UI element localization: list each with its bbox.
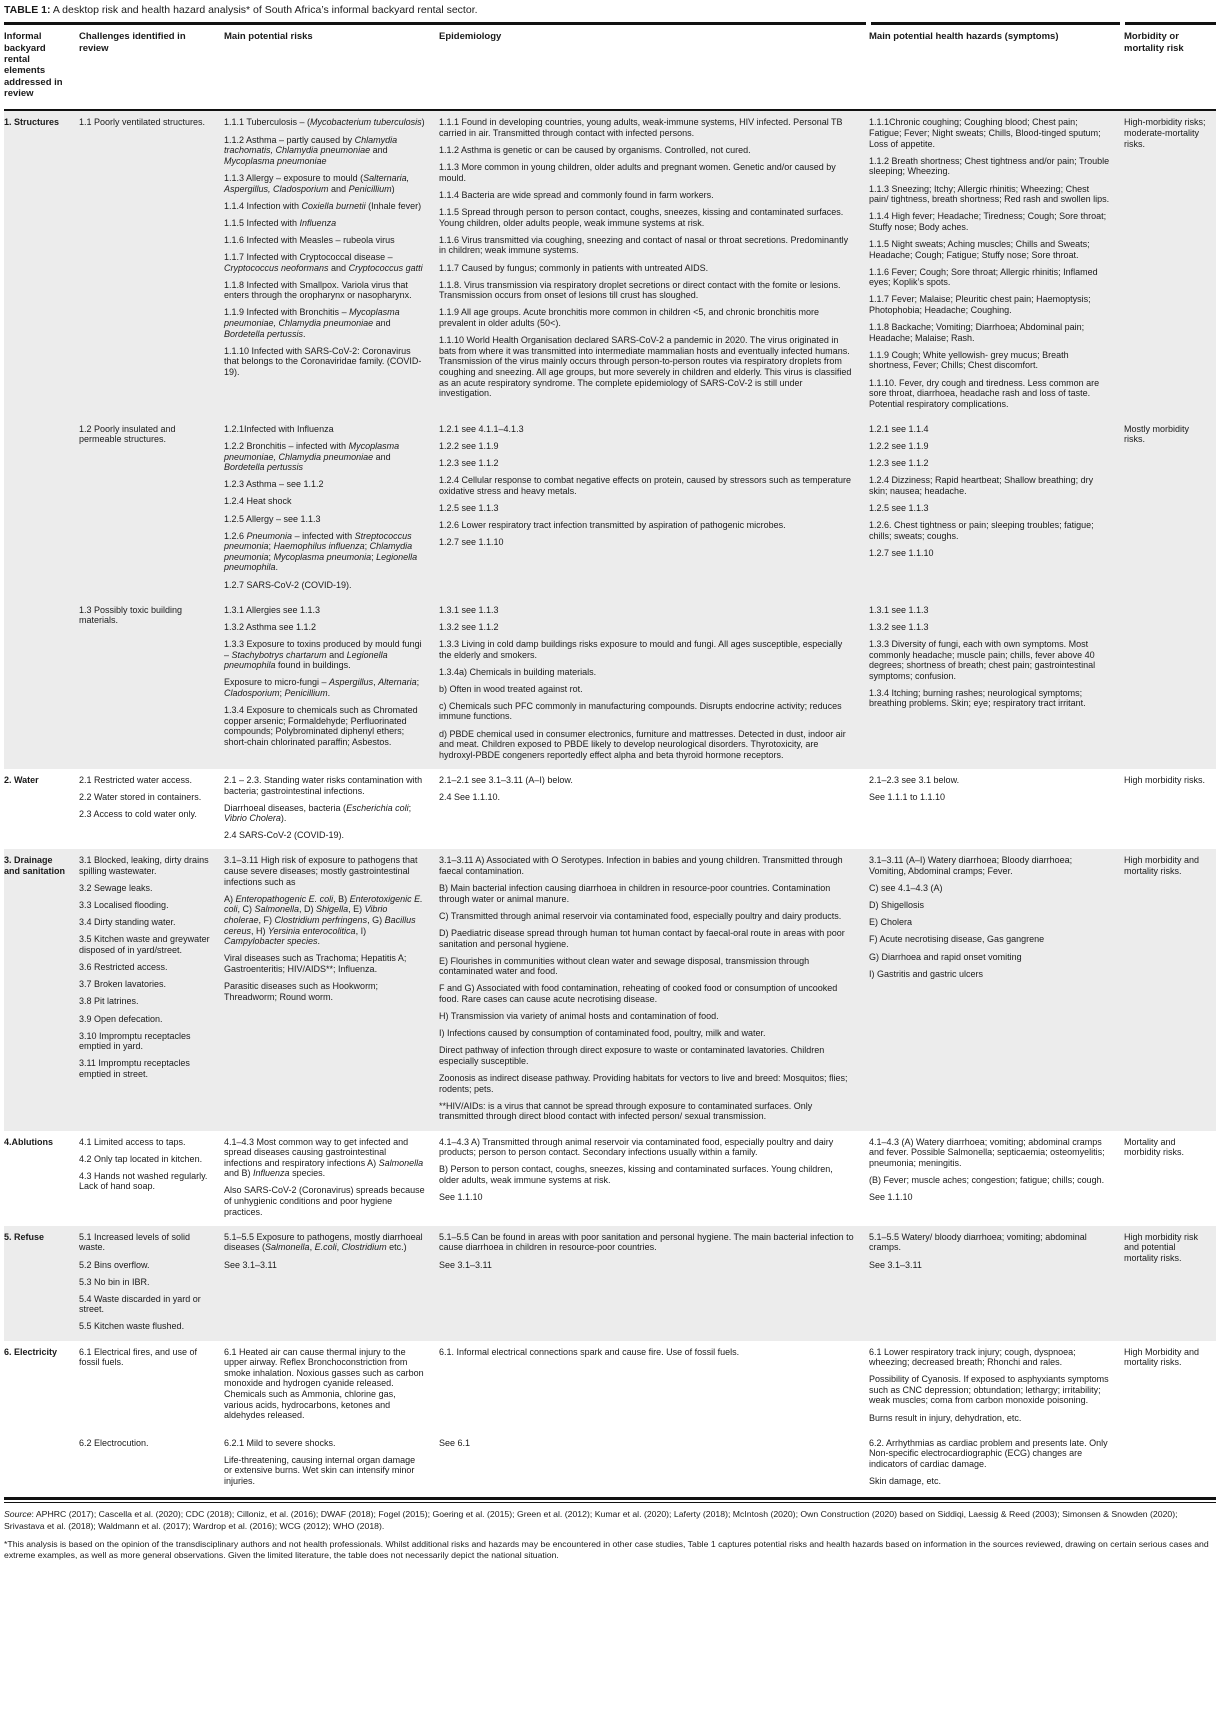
cell-paragraph: 5.3 No bin in IBR.	[79, 1276, 150, 1287]
cell-paragraph: 5.4 Waste discarded in yard or street.	[79, 1293, 201, 1315]
cell-paragraph: D) Paediatric disease spread through human tot human contact by faecal-oral route in areas with poor sanitation and personal hygiene.	[439, 927, 845, 949]
top-rule	[4, 22, 1216, 25]
cell-paragraph: d) PBDE chemical used in consumer electronics, furniture and mattresses. Detected in dust, indoor air and meat. Children exposed to PBDE likely to develop neurological disorders. Thyrotoxicity, are hydroxyl-PBDE congeners reportedly effect alpha and beta thyroid hormone receptors.	[439, 728, 846, 760]
table-row	[4, 849, 1216, 1130]
cell-paragraph: 4.1–4.3 A) Transmitted through animal reservoir via contaminated food, especially poultry and dairy products; person to person contact. Secondary infections usually within a family.	[439, 1136, 834, 1158]
element-cell: 5. Refuse	[4, 1231, 45, 1242]
hazards-cell	[869, 1341, 1124, 1432]
cell-paragraph: 1.1 Poorly ventilated structures.	[79, 117, 206, 128]
cell-paragraph: See 1.1.10	[439, 1191, 483, 1202]
risks-cell	[224, 1341, 439, 1432]
morbidity-cell	[1124, 418, 1216, 599]
epidemiology-cell	[439, 418, 869, 599]
cell-paragraph: 1.2.3 Asthma – see 1.1.2	[224, 479, 324, 490]
cell-paragraph: (B) Fever; muscle aches; congestion; fatigue; chills; cough.	[869, 1174, 1105, 1185]
cell-paragraph: 1.1.4 Infection with Coxiella burnetii (Inhale fever)	[224, 200, 422, 211]
morbidity-cell	[1124, 1131, 1216, 1226]
cell-paragraph: 1.3.4 Exposure to chemicals such as Chromated copper arsenic; Formaldehyde; Perfluorinated compounds; Polybrominated diphenyl ethers; short-chain chlorinated paraffin; Asbestos.	[224, 704, 418, 747]
table-footer	[4, 1509, 1216, 1562]
cell-paragraph: 1.1.3 Sneezing; Itchy; Allergic rhinitis; Wheezing; Chest pain/ tightness, breath shortness; Red rash and swollen lips.	[869, 183, 1110, 205]
element-cell: 3. Drainage and sanitation	[4, 855, 66, 877]
cell-paragraph: Mortality and morbidity risks.	[1124, 1136, 1185, 1158]
subrows	[79, 1226, 1216, 1341]
cell-paragraph: 1.2.2 Bronchitis – infected with Mycoplasma pneumoniae, Chlamydia pneumoniae and Bordetella pertussis	[224, 440, 400, 473]
epidemiology-cell	[439, 1131, 869, 1226]
challenges-cell	[79, 1432, 224, 1495]
morbidity-cell	[1124, 1226, 1216, 1341]
cell-paragraph: 2.4 SARS-CoV-2 (COVID-19).	[224, 830, 345, 841]
cell-paragraph: A) Enteropathogenic E. coli, B) Enterotoxigenic E. coli, C) Salmonella, D) Shigella, E) Vibrio cholerae, F) Clostridium perfringens, G) Bacillus cereus, H) Yersinia enterocolitica, I) Campylobacter species.	[224, 893, 423, 947]
cell-paragraph: 1.2.5 Allergy – see 1.1.3	[224, 513, 321, 524]
cell-paragraph: 1.3.1 see 1.1.3	[439, 604, 499, 615]
cell-paragraph: See 1.1.10	[869, 1191, 913, 1202]
cell-paragraph: 1.2 Poorly insulated and permeable structures.	[79, 423, 176, 445]
subrows	[79, 1341, 1216, 1496]
cell-paragraph: 1.1.5 Infected with Influenza	[224, 217, 337, 228]
cell-paragraph: 1.2.6 Lower respiratory tract infection transmitted by aspiration of pathogenic microbes.	[439, 520, 786, 531]
cell-paragraph: 3.5 Kitchen waste and greywater disposed of in yard/street.	[79, 934, 210, 956]
cell-paragraph: 1.3.4a) Chemicals in building materials.	[439, 666, 597, 677]
cell-paragraph: 5.5 Kitchen waste flushed.	[79, 1321, 185, 1332]
morbidity-cell	[1124, 111, 1216, 417]
risks-cell	[224, 599, 439, 769]
challenges-cell	[79, 111, 224, 417]
risks-cell	[224, 418, 439, 599]
cell-paragraph: 2.1–2.3 see 3.1 below.	[869, 774, 960, 785]
table-header-row	[4, 25, 1216, 109]
cell-paragraph: E) Cholera	[869, 917, 913, 928]
cell-paragraph: 1.1.10 World Health Organisation declared SARS-CoV-2 a pandemic in 2020. The virus originated in bats from where it was transmitted into intermediate mammalian hosts and eventually infected humans. Transmission of the virus mainly occurs through person-to-person routes via respiratory droplets from coughing and sneezing. All age groups, but more severely in children and elderly. This virus is classified as an acute respiratory syndrome. The complete epidemiology of SARS-CoV-2 is still under investigation.	[439, 335, 852, 399]
table-subrow	[79, 1432, 1216, 1495]
cell-paragraph: 6.1 Lower respiratory track injury; cough, dyspnoea; wheezing; decreased breath; Rhonchi and rales.	[869, 1346, 1076, 1368]
cell-paragraph: Diarrhoeal diseases, bacteria (Escherichia coli; Vibrio Cholera).	[224, 802, 412, 824]
cell-paragraph: 3.4 Dirty standing water.	[79, 917, 176, 928]
cell-paragraph: 6.1. Informal electrical connections spark and cause fire. Use of fossil fuels.	[439, 1346, 740, 1357]
cell-paragraph: 3.10 Impromptu receptacles emptied in yard.	[79, 1030, 191, 1052]
cell-paragraph: 4.3 Hands not washed regularly. Lack of hand soap.	[79, 1170, 208, 1192]
epidemiology-cell	[439, 1226, 869, 1341]
table-subrow	[79, 418, 1216, 599]
epidemiology-cell	[439, 1341, 869, 1432]
cell-paragraph: 1.1.1Chronic coughing; Coughing blood; Chest pain; Fatigue; Fever; Night sweats; Chills, Blood-tinged sputum; Loss of appetite.	[869, 117, 1101, 149]
column-header-elements: Informal backyard rental elements addressed in review	[4, 31, 63, 100]
cell-paragraph: 5.1–5.5 Watery/ bloody diarrhoea; vomiting; abdominal cramps.	[869, 1231, 1087, 1253]
cell-paragraph: 1.3.3 Living in cold damp buildings risks exposure to mould and fungi. All ages susceptible, especially the elderly and smokers.	[439, 638, 843, 660]
table-row	[4, 111, 1216, 768]
table-subrow	[79, 599, 1216, 769]
cell-paragraph: 4.1 Limited access to taps.	[79, 1136, 186, 1147]
cell-paragraph: High Morbidity and mortality risks.	[1124, 1346, 1200, 1368]
hazards-cell	[869, 599, 1124, 769]
cell-paragraph: 5.1–5.5 Exposure to pathogens, mostly diarrhoeal diseases (Salmonella, E.coli, Clostridium etc.)	[224, 1231, 423, 1253]
table-subrow	[79, 769, 1216, 850]
cell-paragraph: 1.2.5 see 1.1.3	[439, 502, 499, 513]
bottom-rule-2	[4, 1502, 1216, 1504]
cell-paragraph: 1.1.6 Fever; Cough; Sore throat; Allergic rhinitis; Inflamed eyes; Koplik’s spots.	[869, 266, 1098, 288]
cell-paragraph: **HIV/AIDs: is a virus that cannot be spread through exposure to contaminated surfaces. Only transmitted through direct blood contact with infected person/ sexual transmission.	[439, 1100, 813, 1122]
cell-paragraph: 1.2.7 see 1.1.10	[439, 537, 504, 548]
cell-paragraph: Exposure to micro-fungi – Aspergillus, Alternaria; Cladosporium; Penicillium.	[224, 677, 420, 698]
cell-paragraph: 1.2.6 Pneumonia – infected with Streptococcus pneumonia; Haemophilus influenza; Chlamydia pneumonia; Mycoplasma pneumonia; Legionella pneumophila.	[224, 530, 418, 573]
cell-paragraph: 1.1.3 More common in young children, older adults and pregnant women. Genetic and/or caused by mould.	[439, 162, 836, 183]
cell-paragraph: See 3.1–3.11	[439, 1259, 492, 1270]
bottom-rules	[4, 1497, 1216, 1503]
table-row	[4, 1131, 1216, 1226]
cell-paragraph: 4.2 Only tap located in kitchen.	[79, 1153, 203, 1164]
morbidity-cell	[1124, 599, 1216, 769]
cell-paragraph: C) Transmitted through animal reservoir via contaminated food, especially poultry and dairy products.	[439, 910, 842, 921]
cell-paragraph: 1.2.2 see 1.1.9	[439, 440, 499, 451]
cell-paragraph: 1.1.4 Bacteria are wide spread and commonly found in farm workers.	[439, 190, 714, 201]
hazards-cell	[869, 418, 1124, 599]
cell-paragraph: 1.1.7 Fever; Malaise; Pleuritic chest pain; Haemoptysis; Photophobia; Headache; Coughing.	[869, 294, 1091, 315]
cell-paragraph: 2.1–2.1 see 3.1–3.11 (A–I) below.	[439, 774, 573, 785]
risks-cell	[224, 1131, 439, 1226]
cell-paragraph: High morbidity risk and potential mortality risks.	[1124, 1231, 1199, 1263]
rule-gap	[1120, 22, 1125, 25]
cell-paragraph: 1.1.8 Infected with Smallpox. Variola virus that enters through the oropharynx or nasopharynx.	[224, 279, 412, 301]
morbidity-cell	[1124, 849, 1216, 1130]
hazards-cell	[869, 1432, 1124, 1495]
cell-paragraph: 3.9 Open defecation.	[79, 1013, 163, 1024]
cell-paragraph: Parasitic diseases such as Hookworm; Threadworm; Round worm.	[224, 981, 379, 1002]
table-subrow	[79, 1341, 1216, 1432]
cell-paragraph: 5.1–5.5 Can be found in areas with poor sanitation and personal hygiene. The main bacterial infection to cause diarrhoea in children in resource-poor countries.	[439, 1231, 854, 1253]
cell-paragraph: 1.1.8 Backache; Vomiting; Diarrhoea; Abdominal pain; Headache; Malaise; Rash.	[869, 322, 1085, 343]
cell-paragraph: G) Diarrhoea and rapid onset vomiting	[869, 951, 1022, 962]
cell-paragraph: 5.1 Increased levels of solid waste.	[79, 1231, 191, 1253]
cell-paragraph: High morbidity risks.	[1124, 774, 1206, 785]
cell-paragraph: 1.3.1 Allergies see 1.1.3	[224, 604, 321, 615]
cell-paragraph: c) Chemicals such PFC commonly in manufacturing compounds. Disrupts endocrine activity; reduces immune functions.	[439, 700, 842, 722]
challenges-cell	[79, 849, 224, 1130]
cell-paragraph: 1.1.10 Infected with SARS-CoV-2: Coronavirus that belongs to the Coronaviridae family. (COVID-19).	[224, 345, 422, 377]
cell-paragraph: F) Acute necrotising disease, Gas gangrene	[869, 934, 1045, 945]
cell-paragraph: 1.1.7 Infected with Cryptococcal disease – Cryptococcus neoformans and Cryptococcus gatti	[224, 251, 423, 273]
cell-paragraph: 3.6 Restricted access.	[79, 962, 168, 973]
challenges-cell	[79, 1341, 224, 1432]
cell-paragraph: Direct pathway of infection through direct exposure to waste or contaminated lavatories. Children especially susceptible.	[439, 1045, 825, 1066]
cell-paragraph: 1.1.10. Fever, dry cough and tiredness. Less common are sore throat, diarrhoea, headache rash and loss of taste. Potential respiratory complications.	[869, 377, 1100, 409]
challenges-cell	[79, 1131, 224, 1226]
cell-paragraph: H) Transmission via variety of animal hosts and contamination of food.	[439, 1011, 719, 1022]
epidemiology-cell	[439, 599, 869, 769]
challenges-cell	[79, 599, 224, 769]
cell-paragraph: 1.1.5 Night sweats; Aching muscles; Chills and Sweats; Headache; Cough; Fatigue; Stuffy nose; Sore throat.	[869, 238, 1090, 260]
epidemiology-cell	[439, 111, 869, 417]
table-subrow	[79, 1131, 1216, 1226]
cell-paragraph: 6.2.1 Mild to severe shocks.	[224, 1437, 336, 1448]
table-title	[4, 2, 1216, 22]
cell-paragraph: 3.1–3.11 A) Associated with O Serotypes. Infection in babies and young children. Transmitted through faecal contamination.	[439, 855, 843, 877]
subrows	[79, 111, 1216, 768]
risks-cell	[224, 1432, 439, 1495]
cell-paragraph: 1.1.1 Tuberculosis – (Mycobacterium tuberculosis)	[224, 117, 425, 128]
cell-paragraph: Skin damage, etc.	[869, 1476, 942, 1487]
table-row	[4, 769, 1216, 850]
cell-paragraph: C) see 4.1–4.3 (A)	[869, 883, 943, 894]
challenges-cell	[79, 1226, 224, 1341]
source-label: Source	[4, 1509, 32, 1520]
cell-paragraph: I) Gastritis and gastric ulcers	[869, 968, 984, 979]
cell-paragraph: 1.1.9 Cough; White yellowish- grey mucus; Breath shortness, Fever; Chills; Chest discomfort.	[869, 349, 1069, 371]
column-header-epidemiology: Epidemiology	[439, 31, 502, 43]
cell-paragraph: 1.3.2 Asthma see 1.1.2	[224, 621, 317, 632]
table-subrow	[79, 849, 1216, 1130]
epidemiology-cell	[439, 769, 869, 850]
table-title-label: TABLE 1:	[4, 4, 51, 16]
cell-paragraph: See 3.1–3.11	[869, 1259, 922, 1270]
cell-paragraph: 2.1 Restricted water access.	[79, 774, 193, 785]
morbidity-cell	[1124, 1341, 1216, 1432]
column-header-morbidity: Morbidity or mortality risk	[1124, 31, 1184, 54]
epidemiology-cell	[439, 1432, 869, 1495]
cell-paragraph: 1.1.1 Found in developing countries, young adults, weak-immune systems, HIV infected. Personal TB carried in air. Transmitted through contact with infected persons.	[439, 117, 843, 139]
cell-paragraph: 1.2.1 see 1.1.4	[869, 423, 929, 434]
cell-paragraph: High-morbidity risks; moderate-mortality risks.	[1124, 117, 1206, 149]
cell-paragraph: 2.4 See 1.1.10.	[439, 792, 501, 802]
cell-paragraph: 1.2.7 SARS-CoV-2 (COVID-19).	[224, 579, 352, 590]
subrows	[79, 849, 1216, 1130]
cell-paragraph: 1.2.4 Dizziness; Rapid heartbeat; Shallow breathing; dry skin; nausea; headache.	[869, 475, 1094, 496]
hazards-cell	[869, 111, 1124, 417]
morbidity-cell	[1124, 1432, 1216, 1495]
cell-paragraph: 1.1.2 Asthma is genetic or can be caused by organisms. Controlled, not cured.	[439, 145, 751, 156]
cell-paragraph: 2.3 Access to cold water only.	[79, 809, 197, 820]
cell-paragraph: 6.2 Electrocution.	[79, 1437, 149, 1448]
table-row	[4, 1341, 1216, 1496]
cell-paragraph: 1.3.4 Itching; burning rashes; neurological symptoms; breathing problems. Skin; eye; respiratory tract irritant.	[869, 687, 1086, 709]
cell-paragraph: 1.2.3 see 1.1.2	[439, 458, 499, 469]
cell-paragraph: 1.1.9 All age groups. Acute bronchitis more common in children <5, and chronic bronchitis more prevalent in older adults (50<).	[439, 307, 819, 328]
cell-paragraph: 1.3.2 see 1.1.2	[439, 621, 499, 632]
challenges-cell	[79, 769, 224, 850]
cell-paragraph: 2.1 – 2.3. Standing water risks contamination with bacteria; gastrointestinal infections.	[224, 774, 423, 796]
cell-paragraph: Zoonosis as indirect disease pathway. Providing habitats for vectors to live and breed: Mosquitos; flies; rodents; pets.	[439, 1073, 848, 1094]
subrows	[79, 1131, 1216, 1226]
source-note	[4, 1509, 1216, 1532]
cell-paragraph: E) Flourishes in communities without clean water and sewage disposal, transmission through contaminated water and food.	[439, 955, 810, 977]
cell-paragraph: 6.1 Heated air can cause thermal injury to the upper airway. Reflex Bronchoconstriction from smoke inhalation. Noxious gasses such as carbon monoxide and hydrogen cyanide released. Chemicals such as Ammonia, chlorine gas, various acids, hydrocarbons, ketones and aldehydes released.	[224, 1346, 424, 1421]
cell-paragraph: 1.2.6. Chest tightness or pain; sleeping troubles; fatigue; chills; sweats; coughs.	[869, 520, 1094, 541]
cell-paragraph: 1.2.7 see 1.1.10	[869, 547, 934, 558]
challenges-cell	[79, 418, 224, 599]
cell-paragraph: 3.7 Broken lavatories.	[79, 979, 167, 990]
cell-paragraph: F and G) Associated with food contamination, reheating of cooked food or consumption of uncooked food. Rare cases can cause acute necrotising disease.	[439, 983, 838, 1005]
column-header-hazards: Main potential health hazards (symptoms)	[869, 31, 1059, 43]
cell-paragraph: 6.2. Arrhythmias as cardiac problem and presents late. Only Non-specific electrocardiographic (ECG) changes are indicators of cardiac damage.	[869, 1437, 1108, 1469]
cell-paragraph: I) Infections caused by consumption of contaminated food, poultry, milk and water.	[439, 1028, 766, 1039]
cell-paragraph: 1.1.5 Spread through person to person contact, coughs, sneezes, kissing and contaminated surfaces. Young children, older adults people, weak immune systems at risk.	[439, 207, 844, 228]
cell-paragraph: b) Often in wood treated against rot.	[439, 683, 583, 694]
hazards-cell	[869, 769, 1124, 850]
column-header-challenges: Challenges identified in review	[79, 31, 186, 54]
bottom-rule-1	[4, 1497, 1216, 1500]
cell-paragraph: 1.2.4 Cellular response to combat negative effects on protein, caused by stressors such as temperature oxidative stress and heavy metals.	[439, 475, 852, 496]
risks-cell	[224, 111, 439, 417]
cell-paragraph: High morbidity and mortality risks.	[1124, 855, 1200, 877]
column-header-risks: Main potential risks	[224, 31, 313, 43]
cell-paragraph: 1.3.3 Exposure to toxins produced by mould fungi – Stachybotrys chartarum and Legionella pneumophila found in buildings.	[224, 638, 422, 671]
cell-paragraph: 1.1.2 Breath shortness; Chest tightness and/or pain; Trouble sleeping; Wheezing.	[869, 155, 1110, 177]
cell-paragraph: B) Person to person contact, coughs, sneezes, kissing and contaminated surfaces. Young children, older adults, weak immune systems at risk.	[439, 1164, 833, 1185]
cell-paragraph: 6.1 Electrical fires, and use of fossil fuels.	[79, 1346, 198, 1368]
cell-paragraph: See 3.1–3.11	[224, 1259, 277, 1270]
cell-paragraph: 1.1.6 Infected with Measles – rubeola virus	[224, 234, 395, 245]
table-subrow	[79, 1226, 1216, 1341]
cell-paragraph: See 1.1.1 to 1.1.10	[869, 792, 946, 802]
cell-paragraph: 1.1.7 Caused by fungus; commonly in patients with untreated AIDS.	[439, 262, 709, 273]
table-row	[4, 1226, 1216, 1341]
cell-paragraph: Also SARS-CoV-2 (Coronavirus) spreads because of unhygienic conditions and poor hygiene practices.	[224, 1185, 425, 1217]
table-title-text: A desktop risk and health hazard analysis* of South Africa’s informal backyard rental sector.	[50, 4, 478, 16]
cell-paragraph: Life-threatening, causing internal organ damage or extensive burns. Wet skin can intensify minor injuries.	[224, 1454, 416, 1487]
cell-paragraph: 3.1–3.11 (A–I) Watery diarrhoea; Bloody diarrhoea; Vomiting, Abdominal cramps; Fever.	[869, 855, 1073, 877]
cell-paragraph: 4.1–4.3 (A) Watery diarrhoea; vomiting; abdominal cramps and fever. Possible Salmonella; septicaemia; osteomyelitis; pneumonia; meningitis.	[869, 1136, 1105, 1168]
cell-paragraph: 1.1.9 Infected with Bronchitis – Mycoplasma pneumoniae, Chlamydia pneumoniae and Bordetella pertussis.	[224, 307, 400, 339]
element-cell: 4.Ablutions	[4, 1136, 53, 1147]
cell-paragraph: 1.3.1 see 1.1.3	[869, 604, 929, 615]
element-cell: 2. Water	[4, 774, 39, 785]
risks-cell	[224, 849, 439, 1130]
cell-paragraph: 3.11 Impromptu receptacles emptied in street.	[79, 1058, 190, 1079]
epidemiology-cell	[439, 849, 869, 1130]
cell-paragraph: 3.1–3.11 High risk of exposure to pathogens that cause severe diseases; mostly gastrointestinal infections such as	[224, 855, 418, 887]
cell-paragraph: 1.1.3 Allergy – exposure to mould (Salternaria, Aspergillus, Cladosporium and Penicillium)	[224, 172, 410, 194]
cell-paragraph: 3.3 Localised flooding.	[79, 900, 169, 911]
cell-paragraph: 5.2 Bins overflow.	[79, 1259, 150, 1270]
cell-paragraph: 2.2 Water stored in containers.	[79, 792, 202, 802]
cell-paragraph: 1.2.3 see 1.1.2	[869, 458, 929, 469]
cell-paragraph: 1.3.3 Diversity of fungi, each with own symptoms. Most commonly headache; muscle pain; chills, fever above 40 degrees; shortness of breath; chest pain; gastrointestinal symptoms; confusion.	[869, 638, 1096, 681]
cell-paragraph: 3.1 Blocked, leaking, dirty drains spilling wastewater.	[79, 855, 209, 877]
cell-paragraph: 1.2.2 see 1.1.9	[869, 440, 929, 451]
risks-cell	[224, 769, 439, 850]
table-body	[4, 111, 1216, 1495]
cell-paragraph: Burns result in injury, dehydration, etc.	[869, 1412, 1022, 1423]
source-text: : APHRC (2017); Cascella et al. (2020); CDC (2018); Cilloniz, et al. (2016); DWAF (2018); Fogel (2015); Goering et al. (2015); Green et al. (2012); Kumar et al. (2020); Laferty (2018); McIntosh (2020); Own Construction (2020) based on Siddiqi, Laessig & Reed (2003); Simonsen & Snowden (2020); Srivastava et al. (2018); Waldmann et al. (2017); Wardrop et al. (2016); WCG (2012); WHO (2018).	[4, 1509, 1178, 1531]
cell-paragraph: 3.2 Sewage leaks.	[79, 883, 153, 894]
risks-cell	[224, 1226, 439, 1341]
hazards-cell	[869, 1131, 1124, 1226]
cell-paragraph: D) Shigellosis	[869, 900, 925, 911]
cell-paragraph: 1.1.4 High fever; Headache; Tiredness; Cough; Sore throat; Stuffy nose; Body aches.	[869, 211, 1107, 232]
cell-paragraph: 1.3 Possibly toxic building materials.	[79, 604, 183, 626]
morbidity-cell	[1124, 769, 1216, 850]
cell-paragraph: Possibility of Cyanosis. If exposed to asphyxiants symptoms such as CNC depression; obtundation; lethargy; irritability; weak muscles; coma from carbon monoxide poisoning.	[869, 1374, 1109, 1406]
element-cell: 6. Electricity	[4, 1346, 58, 1357]
cell-paragraph: 1.1.2 Asthma – partly caused by Chlamydia trachomatis, Chlamydia pneumoniae and Mycoplasma pneumoniae	[224, 134, 398, 166]
cell-paragraph: 1.2.1Infected with Influenza	[224, 423, 334, 434]
cell-paragraph: 3.8 Pit latrines.	[79, 996, 139, 1007]
rule-gap	[866, 22, 871, 25]
hazards-cell	[869, 849, 1124, 1130]
cell-paragraph: 1.2.1 see 4.1.1–4.1.3	[439, 423, 524, 434]
cell-paragraph: 1.2.4 Heat shock	[224, 496, 292, 507]
cell-paragraph: 1.1.6 Virus transmitted via coughing, sneezing and contact of nasal or throat secretions. Predominantly in children; weak immune systems.	[439, 234, 849, 256]
cell-paragraph: Mostly morbidity risks.	[1124, 423, 1190, 445]
table-subrow	[79, 111, 1216, 417]
cell-paragraph: 1.1.8. Virus transmission via respiratory droplet secretions or direct contact with the fomite or lesions. Transmission occurs from onset of lesions till crust has sloughed.	[439, 279, 841, 301]
subrows	[79, 769, 1216, 850]
cell-paragraph: 1.3.2 see 1.1.3	[869, 621, 929, 632]
analysis-footnote: *This analysis is based on the opinion of the transdisciplinary authors and not health professionals. Whilst additional risks and hazards may be encountered in other case studies, Table 1 captures potential risks and health hazards based on information in the sources reviewed, drawing on certain serious cases and extreme examples, as well as more general observations. Given the limited literature, the table does not necessarily depict the national situation.	[4, 1538, 1209, 1561]
cell-paragraph: 4.1–4.3 Most common way to get infected and spread diseases causing gastrointestinal infections and respiratory infections A) Salmonella and B) Influenza species.	[224, 1136, 424, 1179]
cell-paragraph: B) Main bacterial infection causing diarrhoea in children in resource-poor countries. Contamination through water or animal manure.	[439, 883, 831, 904]
hazards-cell	[869, 1226, 1124, 1341]
cell-paragraph: See 6.1	[439, 1437, 471, 1448]
cell-paragraph: 1.2.5 see 1.1.3	[869, 502, 929, 513]
element-cell: 1. Structures	[4, 117, 60, 128]
cell-paragraph: Viral diseases such as Trachoma; Hepatitis A; Gastroenteritis; HIV/AIDS**; Influenza.	[224, 953, 407, 974]
